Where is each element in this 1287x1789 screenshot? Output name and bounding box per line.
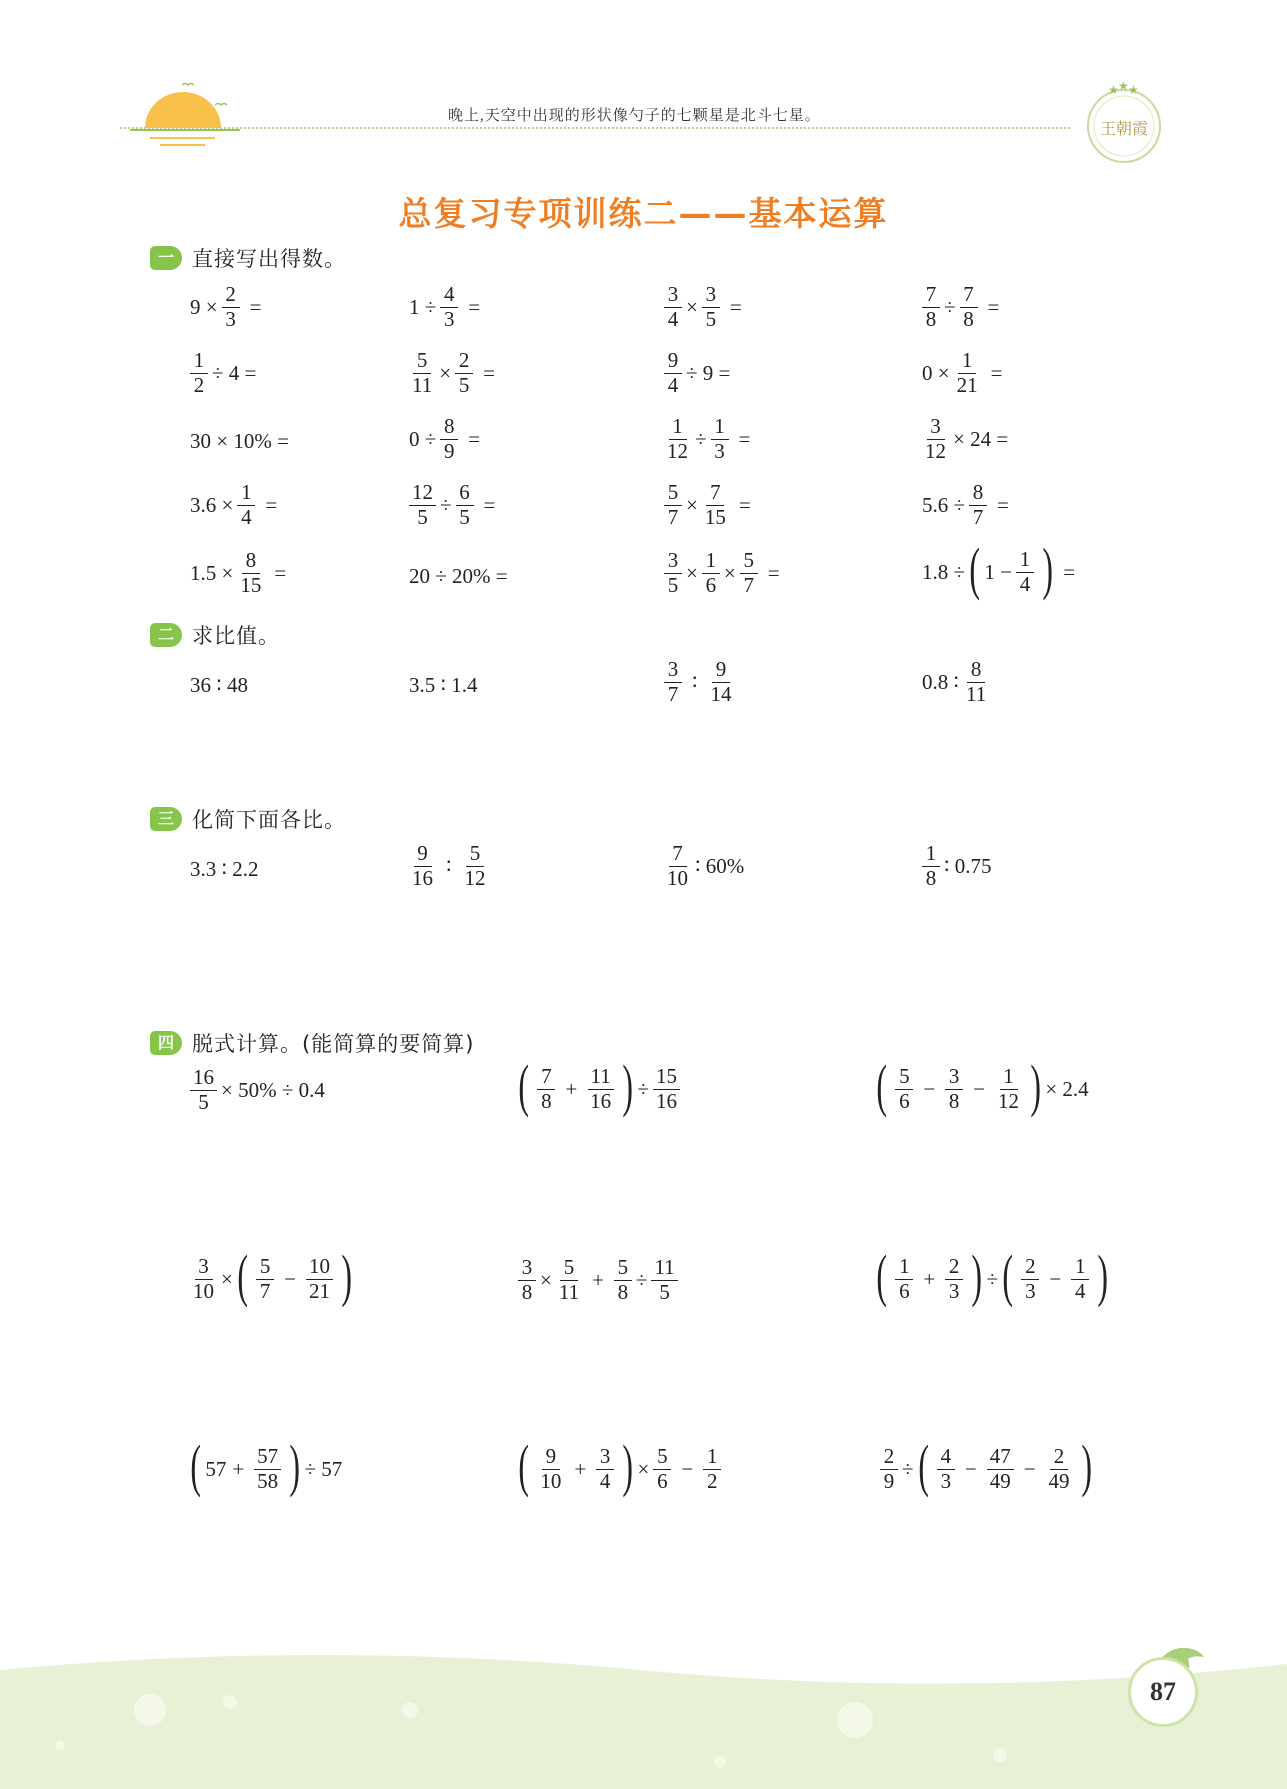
fraction: $\frac{2}{5}$	[455, 349, 473, 397]
section-3-heading	[150, 804, 346, 834]
fraction: $\frac{57}{58}$	[254, 1445, 281, 1493]
exercise-item: $\frac{3}{4}$ × $\frac{3}{5}$ =	[660, 283, 748, 331]
exercise-item: ( 9 10 + $\frac{3}{4}$ ) × $\frac{5}{6}$ − $\frac{1}{2}$	[514, 1443, 725, 1495]
fraction: $\frac{3}{8}$	[518, 1256, 536, 1304]
fraction: $\frac{3}{4}$	[596, 1445, 614, 1493]
exercise-item: 1.5 × $\frac{8}{15}$ =	[190, 548, 287, 597]
exercise-item: $\frac{5}{7}$ × $\frac{7}{15}$ =	[660, 481, 757, 529]
fraction: $\frac{2}{49}$	[1048, 1443, 1070, 1493]
brand-logo	[1080, 78, 1168, 166]
exercise-item: $\frac{1}{12}$ ÷ $\frac{1}{3}$ =	[660, 415, 756, 463]
fraction: $\frac{3}{10}$	[193, 1253, 214, 1303]
fraction: 7 8	[537, 1065, 555, 1113]
fraction: $\frac{1}{4}$	[1071, 1255, 1089, 1303]
fraction: $\frac{1}{6}$	[702, 549, 720, 597]
exercise-item: 9 16 ∶ 5 12	[405, 842, 492, 890]
fraction: 5 6	[895, 1065, 913, 1113]
header-motto: 晚上,天空中出现的形状像勺子的七颗星是北斗七星。	[448, 108, 821, 124]
exercise-item: $\frac{3}{12}$ × 24 =	[918, 415, 1008, 463]
fraction: $\frac{8}{15}$	[240, 548, 262, 597]
exercise-item: ( 5 6 − $\frac{3}{8}$ − $\frac{1}{12}$ ) × 2.4	[876, 1053, 1089, 1118]
section-label: 直接写出得数。	[192, 247, 346, 271]
fraction: 2 3	[1021, 1255, 1039, 1303]
fraction: $\frac{2}{9}$	[880, 1445, 898, 1493]
fraction: $\frac{7}{8}$	[922, 283, 940, 331]
section-label: 求比值。	[192, 624, 280, 648]
fraction: 9 10	[540, 1443, 562, 1493]
section-2-heading	[150, 620, 280, 650]
page-number: 87	[1128, 1657, 1198, 1727]
fraction: $\frac{2}{3}$	[945, 1255, 963, 1303]
section-badge: 三	[150, 807, 182, 831]
exercise-item: 0.8 ∶ 8 11	[922, 658, 993, 706]
fraction: $\frac{1}{12}$	[667, 414, 688, 463]
exercise-item: ( 7 8 + $\frac{11}{16}$ ) ÷ $\frac{15}{16}$	[514, 1063, 684, 1115]
exercise-item: 7 10 ∶ 60%	[660, 842, 744, 890]
section-label: 化简下面各比。	[192, 808, 346, 832]
section-1-heading	[150, 243, 346, 273]
exercise-item: $\frac{7}{8}$ ÷ $\frac{7}{8}$ =	[918, 283, 1005, 331]
exercise-item: $\frac{3}{8}$ × $\frac{5}{11}$ + $\frac{5}{8}$ ÷ $\frac{11}{5}$	[514, 1256, 682, 1304]
exercise-item: $\frac{16}{5}$ × 50% ÷ 0.4	[186, 1066, 325, 1114]
fraction: $\frac{3}{12}$	[925, 414, 946, 463]
exercise-item: ( 57 + $\frac{57}{58}$ ) ÷ 57	[190, 1433, 343, 1498]
fraction: 1 8	[922, 842, 940, 890]
exercise-item: $\frac{12}{5}$ ÷ $\frac{6}{5}$ =	[405, 481, 501, 529]
fraction: $\frac{4}{3}$	[440, 283, 458, 331]
sunset-decoration	[120, 70, 240, 150]
fraction: 1 6	[895, 1255, 913, 1303]
exercise-item: 5.6 ÷ $\frac{8}{7}$ =	[922, 480, 1009, 529]
fraction: $\frac{7}{8}$	[960, 283, 978, 331]
fraction: 5 12	[464, 841, 486, 890]
exercise-item: $\frac{3}{10}$ × ( 5 7 − $\frac{10}{21}$ )	[186, 1253, 356, 1305]
exercise-item: 1.8 ÷ ( 1 − $\frac{1}{4}$ ) =	[922, 536, 1076, 601]
fraction: $\frac{11}{5}$	[651, 1256, 677, 1304]
fraction: 8 11	[965, 657, 987, 706]
fraction: $\frac{8}{7}$	[969, 481, 987, 529]
fraction: $\frac{5}{11}$	[558, 1255, 580, 1304]
fraction: $\frac{1}{21}$	[956, 348, 978, 397]
fraction: $\frac{16}{5}$	[190, 1066, 217, 1114]
fraction: $\frac{5}{7}$	[664, 481, 682, 529]
fraction: $\frac{1}{2}$	[190, 349, 208, 397]
exercise-item: 0 ÷ $\frac{8}{9}$ =	[409, 414, 481, 463]
fraction: $\frac{5}{7}$	[740, 549, 758, 597]
exercise-item: $\frac{1}{2}$ ÷ 4 =	[186, 349, 256, 397]
section-badge: 二	[150, 623, 182, 647]
fraction: $\frac{10}{21}$	[306, 1255, 333, 1303]
section-label: 脱式计算。(能简算的要简算)	[192, 1032, 475, 1056]
fraction: $\frac{1}{2}$	[703, 1445, 721, 1493]
exercise-item: 3.6 × $\frac{1}{4}$ =	[190, 480, 278, 529]
exercise-item: 36 ∶ 48	[190, 673, 248, 697]
exercise-item: 3 7 ∶ 9 14	[660, 658, 738, 706]
fraction: $\frac{1}{12}$	[998, 1063, 1020, 1113]
section-badge: 四	[150, 1031, 182, 1055]
fraction: $\frac{3}{5}$	[664, 549, 682, 597]
svg-text:★: ★	[1128, 83, 1139, 97]
fraction: $\frac{3}{4}$	[664, 283, 682, 331]
fraction: $\frac{11}{16}$	[587, 1065, 614, 1113]
fraction: 7 10	[667, 841, 688, 890]
exercise-item: 9 × $\frac{2}{3}$ =	[190, 282, 262, 331]
fraction: $\frac{2}{3}$	[222, 283, 240, 331]
fraction: $\frac{3}{5}$	[702, 283, 720, 331]
fraction: $\frac{5}{6}$	[653, 1445, 671, 1493]
fraction: $\frac{7}{15}$	[704, 480, 726, 529]
fraction: $\frac{1}{4}$	[237, 481, 255, 529]
page-title: 总复习专项训练二——基本运算	[398, 194, 889, 233]
exercise-item: 1 8 ∶ 0.75	[918, 842, 991, 890]
exercise-item: ( 1 6 + $\frac{2}{3}$ ) ÷ ( 2 3 − $\frac{1}{4}$ )	[876, 1243, 1109, 1308]
section-badge: 一	[150, 246, 182, 270]
brand-logo-text: 王朝霞	[1099, 119, 1148, 138]
fraction: 5 7	[256, 1255, 274, 1303]
exercise-item: 0 × $\frac{1}{21}$ =	[922, 348, 1003, 397]
fraction: 3 7	[664, 658, 682, 706]
fraction: $\frac{5}{8}$	[614, 1256, 632, 1304]
fraction: $\frac{1}{4}$	[1016, 548, 1034, 596]
svg-text:★: ★	[1108, 83, 1119, 97]
fraction: $\frac{8}{9}$	[440, 415, 458, 463]
header-dotted-line	[120, 127, 1070, 129]
fraction: $\frac{5}{11}$	[412, 348, 433, 397]
fraction: $\frac{3}{8}$	[945, 1065, 963, 1113]
exercise-item: $\frac{3}{5}$ × $\frac{1}{6}$ × $\frac{5}{7}$ =	[660, 549, 786, 597]
fraction: 9 14	[710, 657, 732, 706]
fraction: $\frac{47}{49}$	[987, 1445, 1014, 1493]
fraction: $\frac{12}{5}$	[409, 481, 436, 529]
exercise-item: 3.5 ∶ 1.4	[409, 673, 478, 697]
bottom-wave-decoration	[0, 1650, 1287, 1789]
fraction: $\frac{9}{4}$	[664, 349, 682, 397]
fraction: $\frac{15}{16}$	[653, 1065, 680, 1113]
exercise-item: $\frac{2}{9}$ ÷ ( 4 3 − $\frac{47}{49}$ − $\frac{2}{49}$ )	[876, 1443, 1096, 1495]
exercise-item: 1 ÷ $\frac{4}{3}$ =	[409, 282, 481, 331]
fraction: $\frac{1}{3}$	[711, 415, 729, 463]
fraction: 4 3	[937, 1445, 955, 1493]
exercise-item: $\frac{5}{11}$ × $\frac{2}{5}$ =	[405, 349, 501, 397]
exercise-item: 20 ÷ 20% =	[409, 564, 508, 588]
fraction: $\frac{6}{5}$	[456, 481, 474, 529]
section-4-heading	[150, 1028, 474, 1058]
fraction: 9 16	[412, 841, 433, 890]
svg-text:★: ★	[1118, 79, 1129, 93]
exercise-item: 3.3 ∶ 2.2	[190, 857, 259, 881]
exercise-item: $\frac{9}{4}$ ÷ 9 =	[660, 349, 730, 397]
exercise-item: 30 × 10% =	[190, 429, 289, 453]
